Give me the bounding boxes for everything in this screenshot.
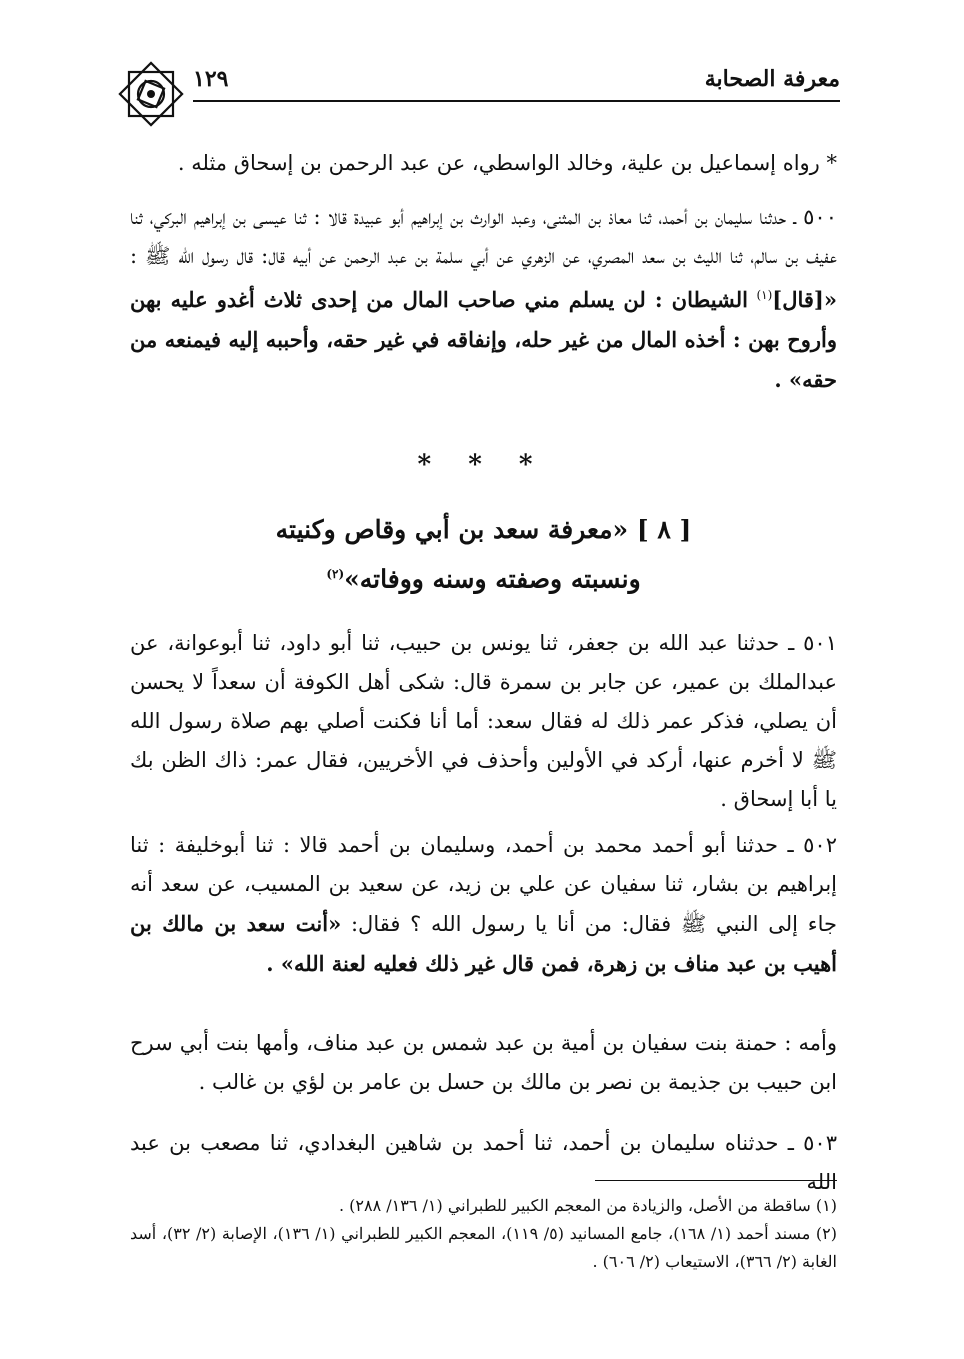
footnote-1: (١) ساقطة من الأصل، والزيادة من المعجم الكبير للطبراني (١/ ١٣٦/ ٢٨٨) . (338, 1196, 837, 1215)
hadith-501-text: ٥٠١ ـ حدثنا عبد الله بن جعفر، ثنا يونس بن حبيب، ثنا أبو داود، ثنا أبوعوانة، عن عبدالملك بن عمير، عن جابر بن سمرة قال: شكى أهل الكوفة أن سعداً لا يحسن أن يصلي، فذكر عمر ذلك له فقال سعد: أما أنا فكنت أصلي بهم صلاة رسول الله ﷺ لا أخرم عنها، أركد في الأولين وأحذف في الأخريين، فقال عمر: ذاك الظن بك يا أبا إسحاق . (130, 631, 837, 811)
paragraph-1-text: * رواه إسماعيل بن علية، وخالد الواسطي، عن عبد الرحمن بن إسحاق مثله . (177, 151, 837, 175)
lineage-paragraph (130, 1024, 837, 1102)
footnote-2: (٢) مسند أحمد (١/ ١٦٨)، جامع المسانيد (٥/ ١١٩)، المعجم الكبير للطبراني (١/ ١٣٦)، الإصابة (٢/ ٣٢)، أسد الغابة (٢/ ٣٦٦)، الاستيعاب (٢/ ٦٠٦) . (130, 1224, 837, 1271)
running-title: معرفة الصحابة (704, 66, 840, 92)
section-separator-stars: * * * (417, 450, 547, 480)
lineage-text: وأمه : حمنة بنت سفيان بن أمية بن عبد شمس بن عبد مناف، وأمها بنت أبي سرح ابن حبيب بن جذيمة بن نصر بن مالك بن حسل بن عامر بن لؤي بن غالب . (130, 1031, 837, 1094)
hadith-501 (130, 624, 837, 819)
footnotes (130, 1192, 837, 1276)
section-heading-line-1: [ ٨ ] «معرفة سعد بن أبي وقاص وكنيته (275, 515, 692, 544)
hadith-502-text: ٥٠٢ ـ حدثنا أبو أحمد محمد بن أحمد، وسليمان بن أحمد قالا : ثنا أبوخليفة : ثنا إبراهيم بن بشار، ثنا سفيان عن علي بن زيد، عن سعيد بن المسيب، عن سعد أنه جاء إلى النبي ﷺ فقال: من أنا يا رسول الله ؟ فقال: (130, 833, 837, 936)
hadith-502 (130, 826, 837, 984)
hadith-500 (130, 198, 837, 400)
hadith-503 (130, 1124, 837, 1202)
footnote-rule (595, 1180, 837, 1181)
paragraph-1 (130, 144, 837, 183)
hadith-500-quote-start: «[قال] (772, 287, 837, 312)
section-heading-line-2: ونسبته وصفته وسنه ووفاته» (344, 564, 641, 594)
hadith-500-text: ٥٠٠ ـ حدثنا سليمان بن أحمد، ثنا معاذ بن المثنى، وعبد الوارث بن إبراهيم أبو عبيدة قالا : ثنا عيسى بن إبراهيم البركي، ثنا عفيف بن سالم، ثنا الليث بن سعد المصري، عن الزهري عن أبي سلمة بن عبد الرحمن عن أبيه قال: قال رسول الله ﷺ : (130, 205, 837, 268)
hadith-500-quote: الشيطان : لن يسلم مني صاحب المال من إحدى ثلاث أغدو عليه بهن وأروح بهن : أخذه المال من غير حله، وإنفاقه في غير حقه، وأحببه إليه فيمنعه من حقه» . (130, 287, 837, 392)
hadith-503-text: ٥٠٣ ـ حدثناه سليمان بن أحمد، ثنا أحمد بن شاهين البغدادي، ثنا مصعب بن عبد الله (130, 1131, 837, 1194)
section-heading (130, 508, 837, 601)
page-header (115, 58, 840, 118)
footnote-ref-1: (١) (756, 288, 773, 302)
page-number: ١٢٩ (193, 66, 229, 92)
header-rule (193, 100, 840, 102)
hadith-502-quote: «أنت سعد بن مالك بن أهيب بن عبد مناف بن زهرة، فمن قال غير ذلك فعليه لعنة الله» . (130, 911, 837, 976)
footnote-ref-2: (٢) (326, 567, 345, 581)
octagonal-star-ornament-icon (115, 58, 187, 130)
